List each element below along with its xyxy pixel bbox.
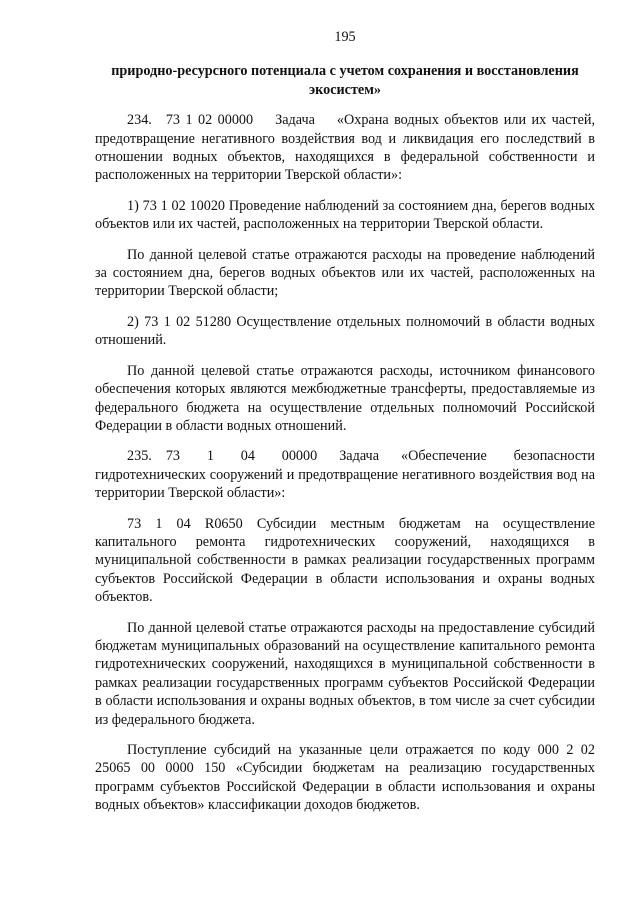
task-word: Задача: [275, 112, 315, 129]
paragraph-234: [95, 111, 595, 185]
budget-code: 73 1 02 00000: [165, 112, 254, 129]
paragraph: По данной целевой статье отражаются расходы, источником финансового обеспечения которых являются межбюджетные трансферты, предоставляемые из федерального бюджета на осуществление отдельных полномочий Российской Федерации в области водных отношений.: [95, 362, 595, 434]
item-number: 235.: [127, 448, 152, 465]
item-number: 234.: [127, 112, 152, 129]
paragraph-text: «Охрана водных объектов или их частей, предотвращение негативного воздействия вод и ликвидация его последствий в отношении водных объектов, находящихся в федеральной собственности и расположенных на территории Тверской области»:: [95, 112, 596, 184]
section-heading: природно-ресурсного потенциала с учетом сохранения и восстановления экосистем»: [111, 63, 579, 98]
budget-code: 73 1 04 00000: [165, 448, 318, 465]
paragraph-text: «Обеспечение безопасности гидротехнических сооружений и предотвращение негативного воздействия вод на территории Тверской области»:: [95, 448, 596, 502]
paragraph: 1) 73 1 02 10020 Проведение наблюдений за состоянием дна, берегов водных объектов или их частей, расположенных на территории Тверской области.: [95, 197, 595, 233]
paragraph: 2) 73 1 02 51280 Осуществление отдельных полномочий в области водных отношений.: [95, 313, 595, 349]
paragraph: 73 1 04 R0650 Субсидии местным бюджетам на осуществление капитального ремонта гидротехнических сооружений, находящихся в муниципальной собственности в рамках реализации государственных программ субъектов Российской Федерации в области использования и охраны водных объектов.: [95, 515, 595, 606]
document-page: [95, 28, 595, 827]
paragraph: Поступление субсидий на указанные цели отражается по коду 000 2 02 25065 00 0000 150 «Субсидии бюджетам на реализацию государственных программ субъектов Российской Федерации в области использования и охраны водных объектов» классификации доходов бюджетов.: [95, 742, 595, 814]
paragraph-235: [95, 447, 595, 502]
page-number: 195: [334, 29, 356, 45]
paragraph: По данной целевой статье отражаются расходы на проведение наблюдений за состоянием дна, берегов водных объектов или их частей, расположенных на территории Тверской области;: [95, 246, 595, 300]
paragraph: По данной целевой статье отражаются расходы на предоставление субсидий бюджетам муниципальных образований на осуществление капитального ремонта гидротехнических сооружений, находящихся в муниципальной собственности в рамках реализации государственных программ субъектов Российской Федерации в области использования и охраны водных объектов, в том числе за счет субсидии из федерального бюджета.: [95, 619, 595, 728]
task-word: Задача: [339, 448, 379, 465]
